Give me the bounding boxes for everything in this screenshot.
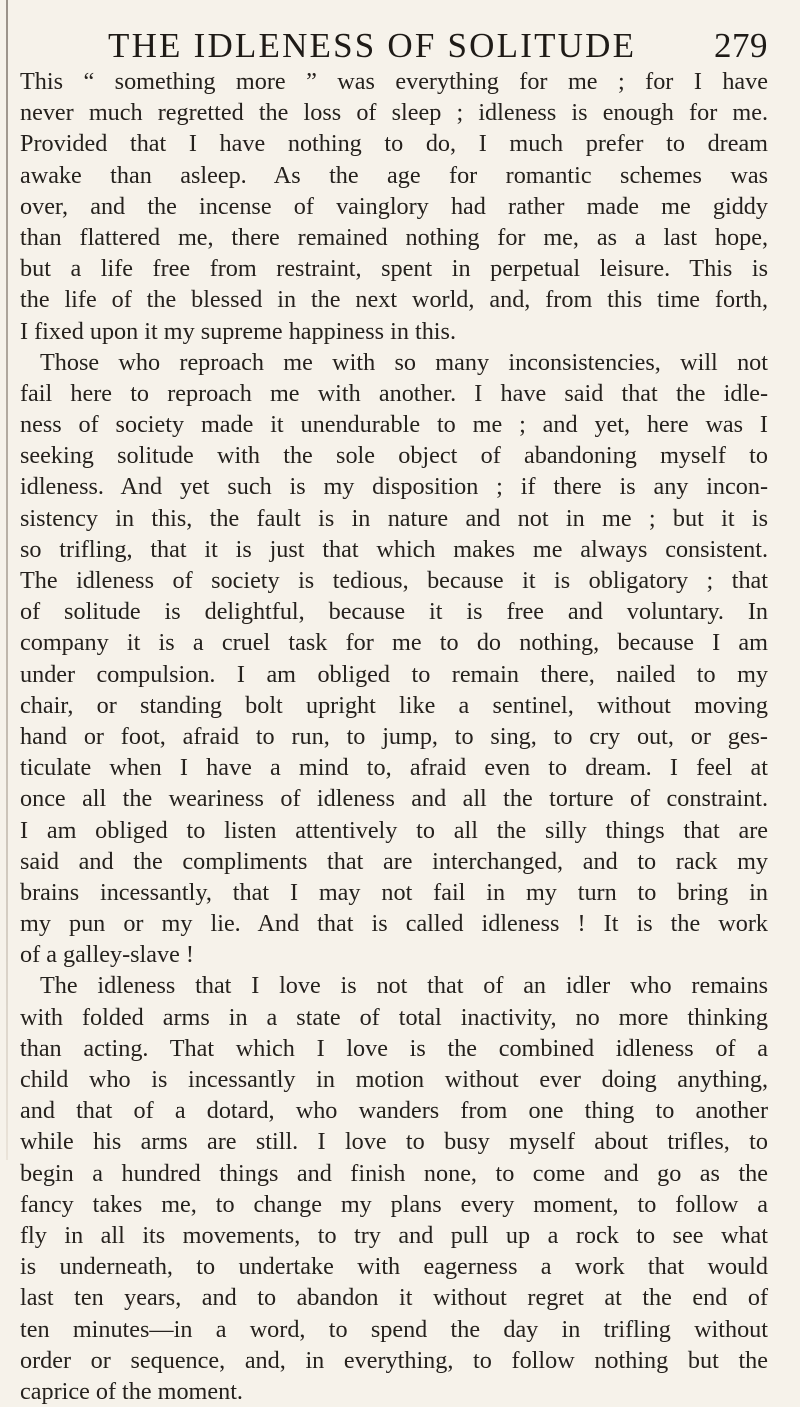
text-line: under compulsion. I am obliged to remain there, nailed to my [20,660,768,688]
text-line: ticulate when I have a mind to, afraid even to dream. I feel at [20,754,768,782]
text-line: fly in all its movements, to try and pull up a rock to see what [20,1221,768,1249]
text-line: begin a hundred things and finish none, to come and go as the [20,1159,768,1187]
text-line: so trifling, that it is just that which makes me always consistent. [20,535,768,563]
text-line: my pun or my lie. And that is called idleness ! It is the work [20,910,768,938]
text-line: seeking solitude with the sole object of abandoning myself to [20,442,768,470]
text-line: over, and the incense of vainglory had rather made me giddy [20,192,768,220]
text-line: and that of a dotard, who wanders from one thing to another [20,1097,768,1125]
text-line: ness of society made it unendurable to me ; and yet, here was I [20,411,768,439]
text-line: caprice of the moment. [20,1377,243,1405]
text-line: of a galley-slave ! [20,941,194,969]
text-line: I fixed upon it my supreme happiness in this. [20,317,456,345]
text-line: than flattered me, there remained nothing for me, as a last hope, [20,223,768,251]
chapter-title: THE IDLENESS OF SOLITUDE [108,26,637,65]
text-line: idleness. And yet such is my disposition ; if there is any incon- [20,473,768,501]
text-line: ten minutes—in a word, to spend the day in trifling without [20,1315,768,1343]
text-line: once all the weariness of idleness and all the torture of constraint. [20,785,768,813]
text-line: fancy takes me, to change my plans every moment, to follow a [20,1190,768,1218]
text-line: chair, or standing bolt upright like a sentinel, without moving [20,691,768,719]
text-line: said and the compliments that are interchanged, and to rack my [20,847,768,875]
text-line: fail here to reproach me with another. I have said that the idle- [20,379,768,407]
text-line: the life of the blessed in the next world, and, from this time forth, [20,286,768,314]
text-line: brains incessantly, that I may not fail in my turn to bring in [20,878,768,906]
text-line: last ten years, and to abandon it without regret at the end of [20,1284,768,1312]
text-line: I am obliged to listen attentively to all the silly things that are [20,816,768,844]
page-number: 279 [714,26,768,65]
text-line: This “ something more ” was everything for me ; for I have [20,68,768,95]
text-line: never much regretted the loss of sleep ; idleness is enough for me. [20,99,768,127]
text-line: child who is incessantly in motion without ever doing anything, [20,1066,768,1093]
text-line: The idleness of society is tedious, because it is obligatory ; that [20,567,768,594]
text-line: order or sequence, and, in everything, to follow nothing but the [20,1346,768,1374]
text-line: with folded arms in a state of total inactivity, no more thinking [20,1003,768,1031]
text-line: awake than asleep. As the age for romantic schemes was [20,161,768,189]
body-text [20,66,768,1407]
text-line: than acting. That which I love is the combined idleness of a [20,1034,768,1062]
text-line: while his arms are still. I love to busy myself about trifles, to [20,1128,768,1156]
text-line: hand or foot, afraid to run, to jump, to sing, to cry out, or ges- [20,722,768,750]
text-line: but a life free from restraint, spent in perpetual leisure. This is [20,255,768,283]
text-line: is underneath, to undertake with eagerness a work that would [20,1253,768,1281]
text-line: of solitude is delightful, because it is free and voluntary. In [20,598,768,626]
text-line: Provided that I have nothing to do, I much prefer to dream [20,130,768,158]
page-gutter-edge [6,0,8,1160]
running-head [108,26,768,66]
text-line: Those who reproach me with so many inconsistencies, will not [40,348,768,376]
text-line: The idleness that I love is not that of an idler who remains [40,972,768,1000]
text-line: company it is a cruel task for me to do nothing, because I am [20,629,768,657]
text-line: sistency in this, the fault is in nature and not in me ; but it is [20,504,768,532]
